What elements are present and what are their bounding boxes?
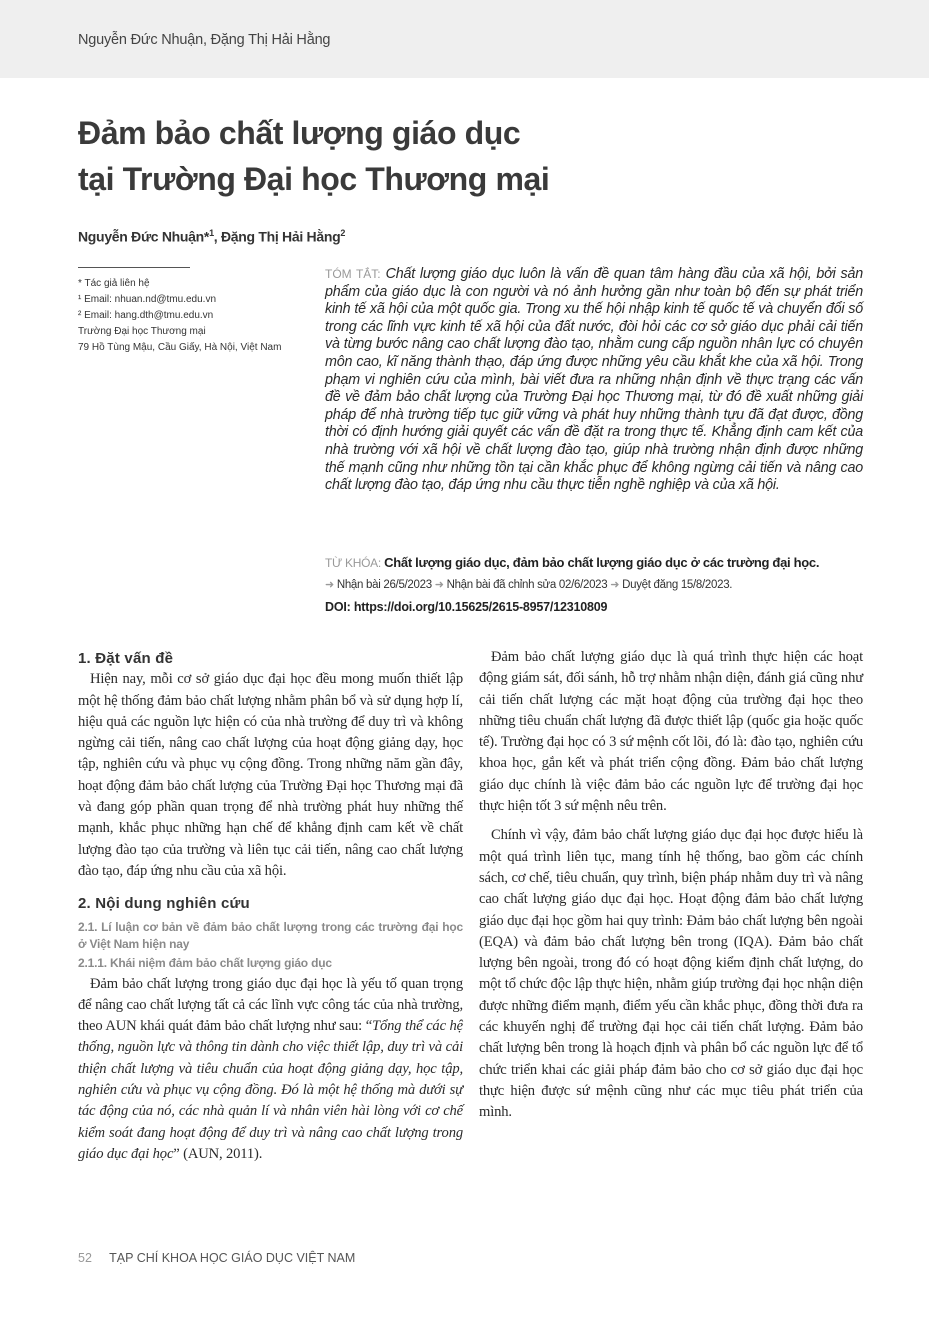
arrow-icon: ➜ <box>325 579 334 591</box>
paragraph-text: Đảm bảo chất lượng trong giáo dục đại học là yếu tố quan trọng để nâng cao chất lượng tất cả các lĩnh vực công tác của nhà trường, theo AUN khái quát đảm bảo chất lượng như sau: “ <box>78 975 463 1035</box>
section-2-1-1-heading: 2.1.1. Khái niệm đảm bảo chất lượng giáo dục <box>78 955 332 970</box>
section-1-paragraph: Hiện nay, mỗi cơ sở giáo dục đại học đều mong muốn thiết lập một hệ thống đảm bảo chất lượng nhằm phân bổ và sử dụng hợp lí, hiệu quả các nguồn lực hiện có của nhà trường để duy trì và không ngừng cải tiến, nâng cao chất lượng của hoạt động giảng dạy, học tập, nghiên cứu và phục vụ cộng đồng. Trong những năm gần đây, hoạt động đảm bảo chất lượng của Trường Đại học Thương mại đã và đang góp phần quan trọng để nhà trường phát huy những thế mạnh, khắc phục những hạn chế để khẳng định cam kết về chất lượng đào tạo của trường và liên tục cải tiến, nâng cao chất lượng đào tạo, đáp ứng nhu cầu của xã hội. <box>78 671 463 879</box>
page-number: 52 <box>78 1251 92 1265</box>
author-2: Đặng Thị Hải Hằng <box>220 228 341 245</box>
note-address: 79 Hồ Tùng Mậu, Cầu Giấy, Hà Nội, Việt Nam <box>78 342 282 353</box>
note-email-1[interactable]: ¹ Email: nhuan.nd@tmu.edu.vn <box>78 294 217 305</box>
keywords-text: Chất lượng giáo dục, đảm bảo chất lượng giáo dục ở các trường đại học. <box>384 555 820 570</box>
body-column-right <box>479 647 863 1124</box>
section-2-1-heading: 2.1. Lí luận cơ bản về đảm bảo chất lượng trong các trường đại học ở Việt Nam hiện nay <box>78 919 463 951</box>
right-paragraph-3: Chính vì vậy, đảm bảo chất lượng giáo dục đại học được hiểu là một quá trình liên tục, mang tính hệ thống, bao gồm các chính sách, cơ chế, tiêu chuẩn, quy trình, biện pháp nhằm duy trì và nâng cao chất lượng giáo dục đại học. Hoạt động đảm bảo chất lượng giáo dục đại học gồm hai quy trình: Đảm bảo chất lượng bên ngoài (EQA) và đảm bảo chất lượng bên trong (IQA). Đảm bảo chất lượng bên ngoài, trong đó có hoạt động kiểm định chất lượng, do một tổ chức độc lập thực hiện, nhằm giúp trường đại học nhận diện được những điểm mạnh, điểm yếu cần khắc phục, đồng thời đưa ra các khuyến nghị để trường đại học cải tiến chất lượng. Đảm bảo chất lượng bên trong là hoạch định và phân bổ các nguồn lực để tổ chức triển khai các giải pháp đảm bảo cho cơ sở giáo dục đại học thực hiện được sứ mệnh cũng như các mục tiêu phát triển của mình. <box>479 827 863 1121</box>
page-footer <box>78 1251 355 1265</box>
keywords-label: TỪ KHÓA: <box>325 556 381 570</box>
note-affiliation: Trường Đại học Thương mại <box>78 326 206 337</box>
date-accepted: Duyệt đăng 15/8/2023. <box>622 579 733 591</box>
running-head: Nguyễn Đức Nhuận, Đặng Thị Hải Hằng <box>78 32 331 48</box>
abstract-text: Chất lượng giáo dục luôn là vấn đề quan tâm hàng đầu của xã hội, bởi sản phẩm của giáo dục là con người và nó ảnh hưởng gần như toàn bộ đến sự phát triển kinh tế xã hội của một quốc gia. Trong xu thế hội nhập kinh tế quốc tế và chuyển đổi số trong các lĩnh vực kinh tế xã hội của đất nước, đòi hỏi các cơ sở giáo dục phải cải tiến và từng bước nâng cao chất lượng đào tạo, nhằm cung cấp nguồn nhân lực có chuyên môn cao, kĩ năng thành thạo, đáp ứng được những yêu cầu khắt khe của xã hội. Trong phạm vi nghiên cứu của mình, bài viết đưa ra những nhận định về thực trạng các vấn đề về đảm bảo chất lượng của Trường Đại học Thương mại, từ đó đề xuất những giải pháp để nhà trường tiếp tục giữ vững và phát huy những thành tựu đã đạt được, đồng thời có định hướng giải quyết các vấn đề đặt ra trong thực tế. Khẳng định cam kết của nhà trường với xã hội về chất lượng đào tạo, giúp nhà trường nhận định được những thế mạnh cũng như những tồn tại cần khắc phục để không ngừng cải tiến và nâng cao chất lượng đào tạo, đáp ứng nhu cầu thực tiễn nghề nghiệp và của xã hội. <box>325 266 863 494</box>
arrow-icon: ➜ <box>610 579 620 591</box>
author-notes <box>78 276 308 356</box>
article-title <box>78 110 838 202</box>
section-2-heading: 2. Nội dung nghiên cứu <box>78 895 250 913</box>
journal-name: TẠP CHÍ KHOA HỌC GIÁO DỤC VIỆT NAM <box>109 1251 356 1265</box>
body-column-left <box>78 648 463 1165</box>
arrow-icon: ➜ <box>434 579 444 591</box>
quote-citation: ” (AUN, 2011). <box>173 1145 263 1162</box>
aun-quote: Tổng thể các hệ thống, nguồn lực và thông tin dành cho việc thiết lập, duy trì và cải thiện chất lượng và tiêu chuẩn của hoạt động giảng dạy, học tập, nghiên cứu và phục vụ cộng đồng. Đó là một hệ thống mà dưới sự tác động của nó, các nhà quản lí và nhân viên hài lòng với cơ chế kiểm soát đang hoạt động để duy trì và nâng cao chất lượng trong giáo dục đại học <box>78 1018 463 1162</box>
right-paragraph-2: Đảm bảo chất lượng giáo dục là quá trình thực hiện các hoạt động giám sát, đối sánh, hỗ trợ nhằm nhận diện, đánh giá cũng như cải tiến chất lượng các mặt hoạt động của trường đại học theo những tiêu chuẩn chất lượng đã được thiết lập (quốc gia hoặc quốc tế). Trường đại học có 3 sứ mệnh cốt lõi, đó là: đào tạo, nghiên cứu khoa học, gắn kết và phát triển cộng đồng. Đảm bảo chất lượng giáo dục chính là việc đảm bảo các nguồn lực để trường đại học thực hiện tốt 3 sứ mệnh nêu trên. <box>479 649 863 815</box>
notes-divider <box>78 267 190 268</box>
author-2-affiliation: 2 <box>340 228 346 238</box>
keywords <box>325 555 863 570</box>
note-corresponding: * Tác giả liên hệ <box>78 278 150 289</box>
abstract <box>325 266 863 495</box>
section-2-1-1-paragraph <box>78 974 463 1166</box>
author-list <box>78 228 345 245</box>
author-1-affiliation: 1 <box>209 228 214 238</box>
date-revised: Nhận bài đã chỉnh sửa 02/6/2023 <box>446 579 608 591</box>
abstract-label: TÓM TẮT: <box>325 267 381 281</box>
title-line-2: tại Trường Đại học Thương mại <box>78 161 550 197</box>
note-email-2[interactable]: ² Email: hang.dth@tmu.edu.vn <box>78 310 214 321</box>
date-received: Nhận bài 26/5/2023 <box>336 579 432 591</box>
submission-dates <box>325 578 732 591</box>
section-1-heading: 1. Đặt vấn đề <box>78 650 174 667</box>
author-separator: , <box>213 228 221 245</box>
title-line-1: Đảm bảo chất lượng giáo dục <box>78 115 521 151</box>
author-1: Nguyễn Đức Nhuận* <box>78 228 210 245</box>
doi-link[interactable]: DOI: https://doi.org/10.15625/2615-8957/12310809 <box>325 600 608 614</box>
